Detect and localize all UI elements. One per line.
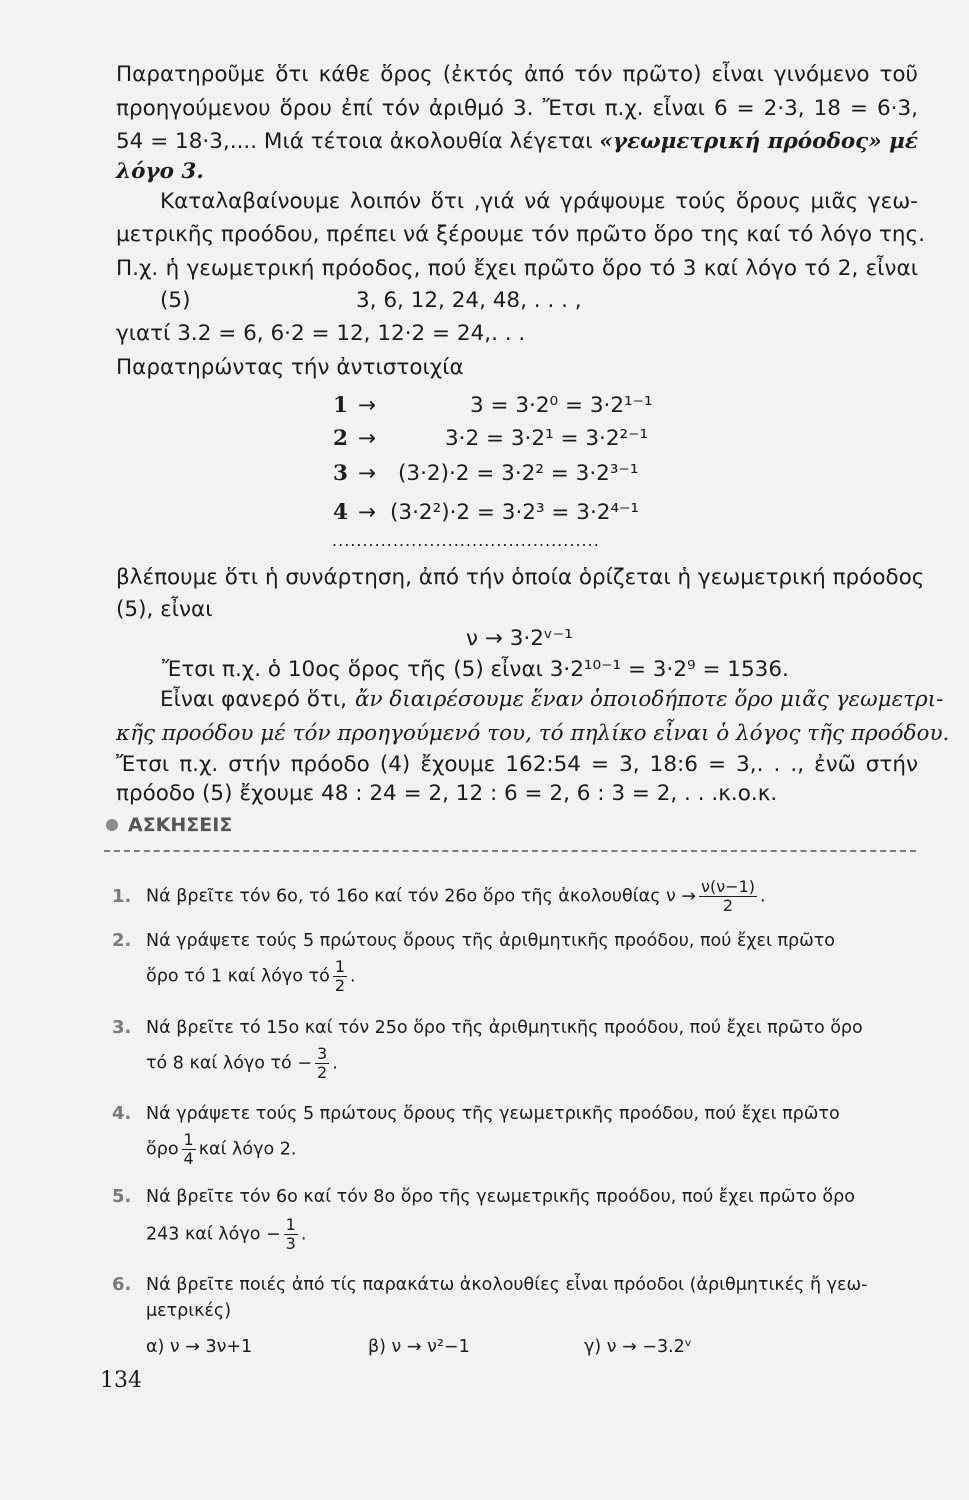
option-b: β) ν → ν²−1 (368, 1337, 470, 1357)
para3-line1-lead: Εἶναι φανερό ὅτι, (160, 687, 347, 712)
mapping-expr-1: 3 = 3·2⁰ = 3·2¹⁻¹ (470, 393, 653, 418)
para3-line1 (160, 687, 944, 713)
exercise-5-text: Νά βρεῖτε τόν 6ο καί τόν 8ο ὅρο τῆς γεωμετρικῆς προόδου, πού ἔχει πρῶτο ὅρο (146, 1187, 855, 1207)
para3-line1-italic: ἄν διαιρέσουμε ἕναν ὁποιοδήποτε ὅρο μιᾶς γεωμετρι- (354, 687, 944, 712)
para2-line1: Καταλαβαίνουμε λοιπόν ὅτι ,γιά νά γράψουμε τούς ὅρους μιᾶς γεω- (160, 189, 918, 214)
para2-line3: Π.χ. ἡ γεωμετρική πρόοδος, πού ἔχει πρῶτο ὅρο τό 3 καί λόγο τό 2, εἶναι (116, 256, 918, 281)
exercise-3-text: Νά βρεῖτε τό 15ο καί τόν 25ο ὅρο τῆς ἀριθμητικῆς προόδου, πού ἔχει πρῶτο ὅρο (146, 1018, 863, 1038)
exercise-2-text: Νά γράψετε τούς 5 πρώτους ὅρους τῆς ἀριθμητικῆς προόδου, πού ἔχει πρῶτο (146, 931, 835, 951)
exercise-1-fraction (699, 878, 757, 915)
exercise-3-line2 (146, 1045, 338, 1082)
para3-line2: κῆς προόδου μέ τόν προηγούμενό του, τό πηλίκο εἶναι ὁ λόγος τῆς προόδου. (116, 721, 950, 746)
exercise-5-numerator: 1 (285, 1215, 296, 1234)
exercise-2-line2-text: ὅρο τό 1 καί λόγο τό (146, 966, 330, 987)
exercise-2-number: 2. (112, 930, 132, 951)
exercise-3-denominator: 2 (317, 1063, 328, 1082)
exercise-1-number: 1. (112, 886, 132, 907)
geometric-progression-term: «γεωμετρική πρόοδος» μέ (599, 129, 918, 154)
mapping-n-2: 2 (333, 426, 348, 451)
exercise-4-fraction (182, 1131, 196, 1168)
mapping-expr-2: 3·2 = 3·2¹ = 3·2²⁻¹ (445, 426, 649, 451)
exercise-3-tail: . (332, 1053, 338, 1074)
mapping-arrow-3: → (358, 461, 377, 486)
conclusion-line2: (5), εἶναι (116, 597, 213, 622)
exercise-3-fraction (315, 1045, 329, 1082)
sequence-terms: 3, 6, 12, 24, 48, . . . , (356, 288, 582, 313)
exercise-6-number: 6. (112, 1274, 132, 1295)
mapping-expr-4: (3·2²)·2 = 3·2³ = 3·2⁴⁻¹ (390, 500, 640, 525)
exercise-4-number: 4. (112, 1103, 132, 1124)
exercise-5-number: 5. (112, 1186, 132, 1207)
exercise-2-tail: . (350, 966, 356, 987)
para3-line3: Ἔτσι π.χ. στήν πρόοδο (4) ἔχουμε 162:54 = 3, 18:6 = 3,. . ., ἐνῶ στήν (116, 752, 918, 777)
mapping-arrow-4: → (358, 500, 377, 525)
exercise-4-denominator: 4 (183, 1149, 194, 1168)
exercise-4-numerator: 1 (183, 1130, 194, 1149)
exercise-1-text: Νά βρεῖτε τόν 6ο, τό 16ο καί τόν 26ο ὅρο τῆς ἀκολουθίας ν → (146, 886, 697, 907)
exercise-1-denominator: 2 (699, 896, 757, 915)
exercise-5-line2-text: 243 καί λόγο − (146, 1224, 281, 1245)
exercise-3-numerator: 3 (317, 1044, 328, 1063)
tenth-term-example: Ἔτσι π.χ. ὁ 10ος ὅρος τῆς (5) εἶναι 3·2¹⁰⁻¹ = 3·2⁹ = 1536. (162, 657, 789, 682)
exercise-4-tail: καί λόγο 2. (198, 1139, 297, 1160)
para2-line2: μετρικῆς προόδου, πρέπει νά ξέρουμε τόν πρῶτο ὅρο της καί τό λόγο της. (116, 222, 925, 247)
para3-line4: πρόοδο (5) ἔχουμε 48 : 24 = 2, 12 : 6 = 2, 6 : 3 = 2, . . .κ.ο.κ. (116, 781, 778, 806)
exercise-1-tail: . (760, 886, 766, 907)
exercise-6-line2: μετρικές) (146, 1301, 232, 1321)
option-a: α) ν → 3ν+1 (146, 1337, 253, 1357)
para1-line3 (116, 129, 918, 155)
section-divider (104, 850, 916, 852)
conclusion-line1: βλέπουμε ὅτι ἡ συνάρτηση, ἀπό τήν ὁποία ὁρίζεται ἡ γεωμετρική πρόοδος (116, 565, 925, 590)
exercise-5-denominator: 3 (285, 1234, 296, 1253)
option-c: γ) ν → −3.2ᵛ (584, 1337, 693, 1357)
mapping-arrow-2: → (358, 426, 377, 451)
mapping-arrow-1: → (358, 393, 377, 418)
mapping-n-1: 1 (333, 393, 348, 418)
observing-line: Παρατηρώντας τήν ἀντιστοιχία (116, 355, 464, 380)
para1-line1: Παρατηροῦμε ὅτι κάθε ὅρος (ἐκτός ἀπό τόν πρῶτο) εἶναι γινόμενο τοῦ (116, 62, 918, 87)
exercise-5-line2 (146, 1216, 306, 1253)
exercise-2-fraction (333, 958, 347, 995)
exercise-1 (146, 878, 766, 915)
mapping-n-3: 3 (333, 461, 348, 486)
general-term-formula: ν → 3·2ᵛ⁻¹ (466, 626, 573, 651)
mapping-expr-3: (3·2)·2 = 3·2² = 3·2³⁻¹ (398, 461, 639, 486)
exercise-2-line2 (146, 958, 356, 995)
exercise-3-line2-text: τό 8 καί λόγο τό − (146, 1053, 312, 1074)
para1-line2: προηγούμενου ὅρου ἐπί τόν ἀριθμό 3. Ἔτσι π.χ. εἶναι 6 = 2·3, 18 = 6·3, (116, 96, 918, 121)
mapping-dots: ............................................ (332, 531, 600, 550)
exercise-4-text: Νά γράψετε τούς 5 πρώτους ὅρους τῆς γεωμετρικῆς προόδου, πού ἔχει πρῶτο (146, 1104, 840, 1124)
exercise-1-numerator: ν(ν−1) (701, 877, 755, 896)
bullet-icon (106, 819, 118, 831)
exercise-5-fraction (284, 1216, 298, 1253)
exercise-5-tail: . (300, 1224, 307, 1245)
exercise-4-line2-text: ὅρο (146, 1139, 179, 1160)
page-number: 134 (100, 1368, 142, 1393)
sequence-label: (5) (160, 288, 191, 313)
para1-line3-text: 54 = 18·3,.... Μιά τέτοια ἀκολουθία λέγεται (116, 129, 593, 154)
exercise-2-denominator: 2 (334, 976, 346, 995)
exercise-2-numerator: 1 (334, 957, 346, 976)
exercise-4-line2 (146, 1131, 296, 1168)
mapping-n-4: 4 (333, 500, 348, 525)
para1-line4: λόγο 3. (116, 159, 204, 184)
exercise-3-number: 3. (112, 1017, 132, 1038)
exercise-6-text: Νά βρεῖτε ποιές ἀπό τίς παρακάτω ἀκολουθίες εἶναι πρόοδοι (ἀριθμητικές ἤ γεω- (146, 1275, 868, 1295)
because-line: γιατί 3.2 = 6, 6·2 = 12, 12·2 = 24,. . . (116, 321, 526, 346)
exercises-heading: ΑΣΚΗΣΕΙΣ (128, 814, 233, 836)
